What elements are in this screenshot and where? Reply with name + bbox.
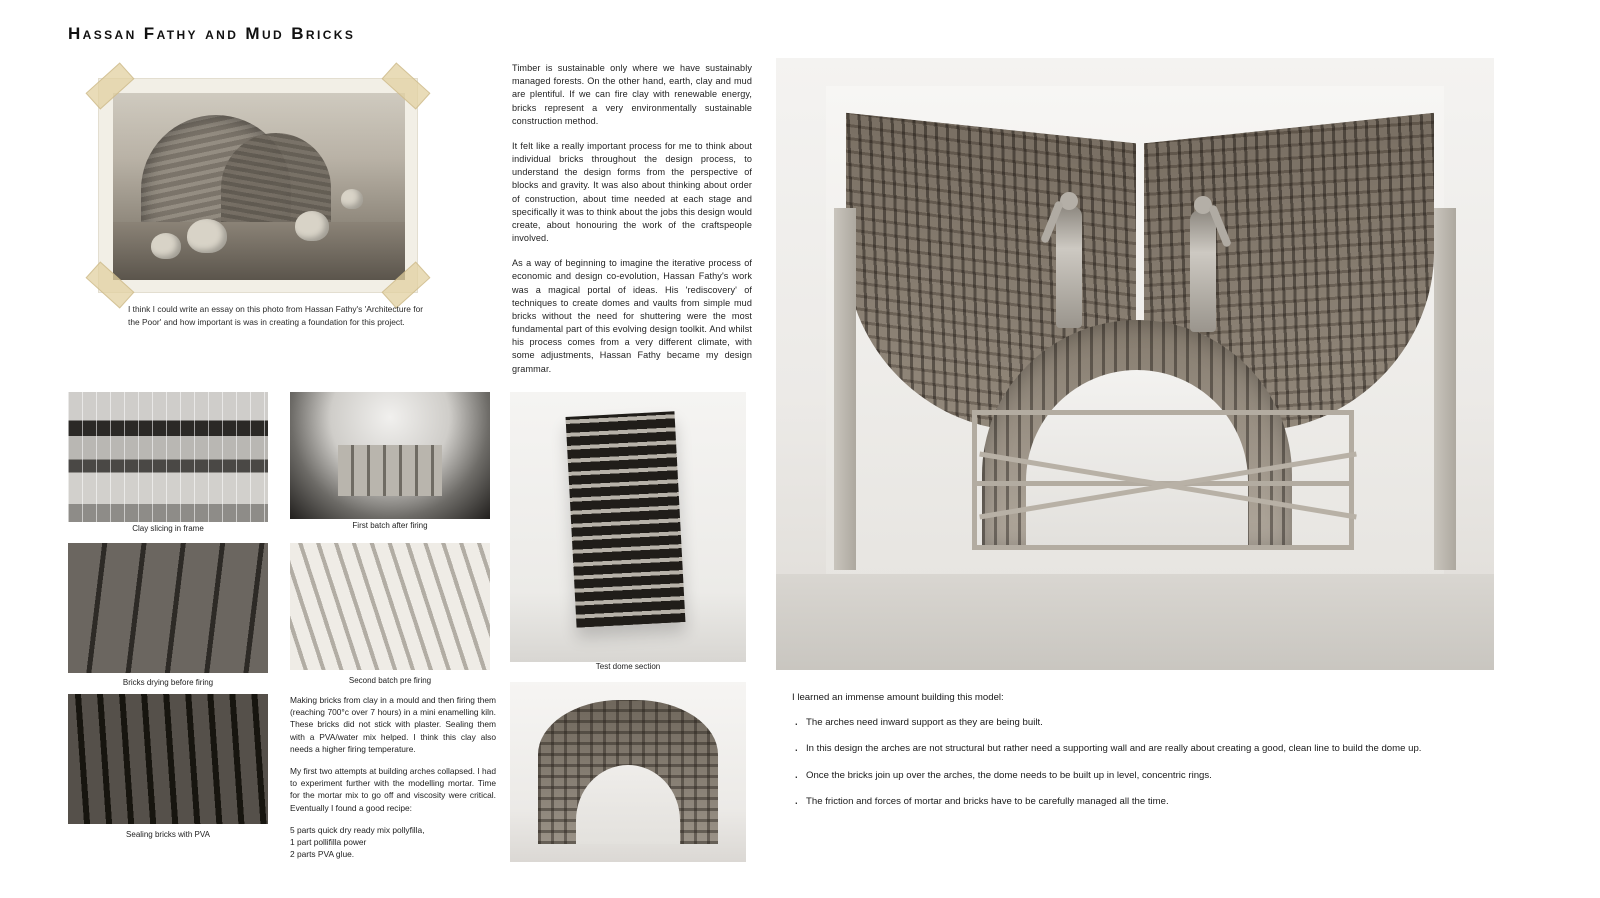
sealing-pva-image (68, 694, 268, 824)
tile-clay-slicing (68, 392, 268, 522)
caption-first-batch: First batch after firing (352, 521, 428, 530)
clay-slicing-image (68, 392, 268, 522)
model-figure-right (1190, 210, 1216, 332)
page-title: Hassan Fathy and Mud Bricks (68, 24, 356, 43)
body-paragraph-1: Timber is sustainable only where we have sustainably managed forests. On the other hand, earth, clay and mud are plentiful. If we can fire clay with renewable energy, bricks represent a very environmentally sustainable construction method. (512, 63, 752, 126)
tile-test-dome (510, 392, 746, 662)
recipe-line-2: 1 part pollifilla power (290, 836, 367, 847)
body-text-column (512, 62, 752, 388)
model-scaffold (972, 410, 1354, 550)
learnings-block (792, 692, 1482, 822)
first-batch-brick-stack (338, 445, 442, 496)
tile-sealing-pva (68, 694, 268, 824)
tile-dome-section (510, 682, 746, 862)
model-floor (776, 574, 1494, 670)
process-paragraph-2: My first two attempts at building arches collapsed. I had to experiment further with the modelling mortar. Time for the mortar mix to go off and viscosity were critical. Eventually I found a good recipe: (290, 765, 496, 813)
learnings-heading: I learned an immense amount building this model: (792, 692, 1004, 703)
caption-second-batch: Second batch pre firing (348, 676, 432, 685)
body-paragraph-3: As a way of beginning to imagine the iterative process of economic and design co-evolution, Hassan Fathy's work was a magical portal of ideas. His 'rediscovery' of techniques to create domes and vaults from simple mud bricks without the need for shuttering were the most fundamental part of this evolving design toolkit. And whilst his process comes from a very different climate, with some adjustments, Hassan Fathy became my design grammar. (512, 258, 752, 374)
model-post-right (1434, 208, 1456, 570)
mortar-recipe (290, 824, 496, 861)
learnings-item-1: · The arches need inward support as they are being built. (792, 716, 1482, 729)
process-paragraph-1: Making bricks from clay in a mould and then firing them (reaching 700°c over 7 hours) in a mini enamelling kiln. These bricks did not stick with plaster. Sealing them with a PVA/water mix helped. I think this clay also needs a higher firing temperature. (290, 695, 496, 754)
tile-bricks-drying (68, 543, 268, 673)
second-batch-image (290, 543, 490, 670)
caption-bricks-drying: Bricks drying before firing (122, 678, 214, 687)
learnings-item-2: · In this design the arches are not structural but rather need a supporting wall and are really about creating a good, clean line to build the dome up. (792, 742, 1482, 755)
tile-second-batch (290, 543, 490, 670)
photo-figure-c (151, 233, 181, 259)
archival-photo-frame (98, 78, 418, 293)
learnings-item-3: · Once the bricks join up over the arches, the dome needs to be built up in level, concentric rings. (792, 769, 1482, 782)
photo-figure-b (187, 219, 227, 253)
photo-figure-d (341, 189, 363, 209)
recipe-line-1: 5 parts quick dry ready mix pollyfilla, (290, 824, 425, 835)
model-figure-left-head (1060, 192, 1078, 210)
photo-figure-a (295, 211, 329, 241)
caption-test-dome: Test dome section (595, 662, 661, 671)
process-text-column (290, 694, 496, 860)
first-batch-image (290, 392, 490, 519)
tile-first-batch (290, 392, 490, 519)
caption-sealing-pva: Sealing bricks with PVA (126, 830, 210, 839)
archival-photo (113, 93, 405, 280)
archival-photo-note: I think I could write an essay on this photo from Hassan Fathy's 'Architecture for the Poor' and how important is was in creating a foundation for this project. (128, 304, 424, 327)
learnings-item-4: · The friction and forces of mortar and bricks have to be carefully managed all the time. (792, 795, 1482, 808)
test-dome-brick-stack (566, 411, 685, 627)
model-hero-photo (776, 58, 1494, 670)
test-dome-image (510, 392, 746, 662)
bricks-drying-image (68, 543, 268, 673)
body-paragraph-2: It felt like a really important process for me to think about individual bricks throughout the design process, to understand the design forms from the perspective of blocks and gravity. It was also about thinking about order of construction, about time needed at each stage and specifically it was to think about the jobs this design would create, about honouring the work of the craftspeople involved. (512, 140, 752, 244)
caption-clay-slicing: Clay slicing in frame (132, 524, 204, 533)
dome-section-image (510, 682, 746, 862)
model-figure-left (1056, 206, 1082, 328)
model-post-left (834, 208, 856, 570)
recipe-line-3: 2 parts PVA glue. (290, 849, 355, 860)
